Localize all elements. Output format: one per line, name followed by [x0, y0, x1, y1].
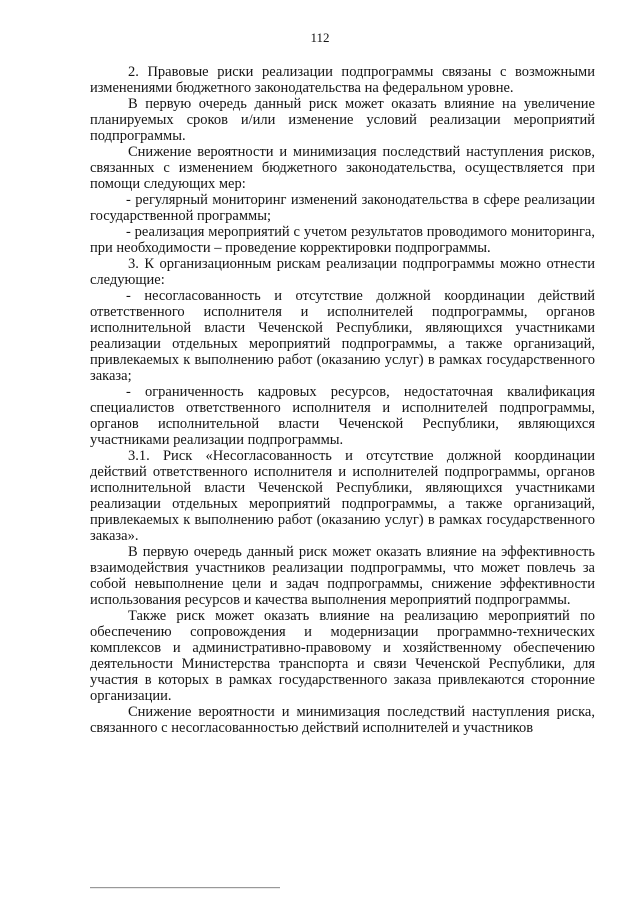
- page-number: 112: [310, 30, 330, 45]
- list-item-monitoring: - регулярный мониторинг изменений законодательства в сфере реализации государственной программы;: [90, 192, 595, 224]
- paragraph-organizational-risks: 3. К организационным рискам реализации подпрограммы можно отнести следующие:: [90, 256, 595, 288]
- footer-stamp-graphic: [90, 885, 290, 891]
- paragraph-risk-3-1: 3.1. Риск «Несогласованность и отсутствие должной координации действий ответственного исполнителя и исполнителей подпрограммы, органов исполнительной власти Чеченской Республики, являющихся участниками реализации отдельных мероприятий подпрограммы, а также организаций, привлекаемых к выполнению работ (оказанию услуг) в рамках государственного заказа».: [90, 448, 595, 544]
- paragraph-legal-risk-mitigation: Снижение вероятности и минимизация последствий наступления рисков, связанных с изменением бюджетного законодательства, осуществляется при помощи следующих мер:: [90, 144, 595, 192]
- paragraph-legal-risk-impact: В первую очередь данный риск может оказать влияние на увеличение планируемых сроков и/или изменение условий реализации мероприятий подпрограммы.: [90, 96, 595, 144]
- paragraph-risk-impact: В первую очередь данный риск может оказать влияние на эффективность взаимодействия участников реализации подпрограммы, что может повлечь за собой невыполнение цели и задач подпрограммы, снижение эффективности использования ресурсов и качества выполнения мероприятий подпрограммы.: [90, 544, 595, 608]
- document-body: [90, 64, 595, 736]
- list-item-implementation: - реализация мероприятий с учетом результатов проводимого мониторинга, при необходимости – проведение корректировки подпрограммы.: [90, 224, 595, 256]
- paragraph-risk-additional-impact: Также риск может оказать влияние на реализацию мероприятий по обеспечению сопровождения и модернизации программно-технических комплексов и административно-правовому и хозяйственному обеспечению деятельности Министерства транспорта и связи Чеченской Республики, для участия в которых в рамках государственного заказа привлекаются сторонние организации.: [90, 608, 595, 704]
- paragraph-risk-mitigation: Снижение вероятности и минимизация последствий наступления риска, связанного с несогласованностью действий исполнителей и участников: [90, 704, 595, 736]
- paragraph-legal-risks: 2. Правовые риски реализации подпрограммы связаны с возможными изменениями бюджетного законодательства на федеральном уровне.: [90, 64, 595, 96]
- footer-stamp: [90, 885, 290, 892]
- list-item-coordination: - несогласованность и отсутствие должной координации действий ответственного исполнителя и исполнителей подпрограммы, органов исполнительной власти Чеченской Республики, являющихся участниками реализации отдельных мероприятий подпрограммы, а также организаций, привлекаемых к выполнению работ (оказанию услуг) в рамках государственного заказа;: [90, 288, 595, 384]
- list-item-staffing: - ограниченность кадровых ресурсов, недостаточная квалификация специалистов ответственного исполнителя и исполнителей подпрограммы, органов исполнительной власти Чеченской Республики, являющихся участниками реализации подпрограммы.: [90, 384, 595, 448]
